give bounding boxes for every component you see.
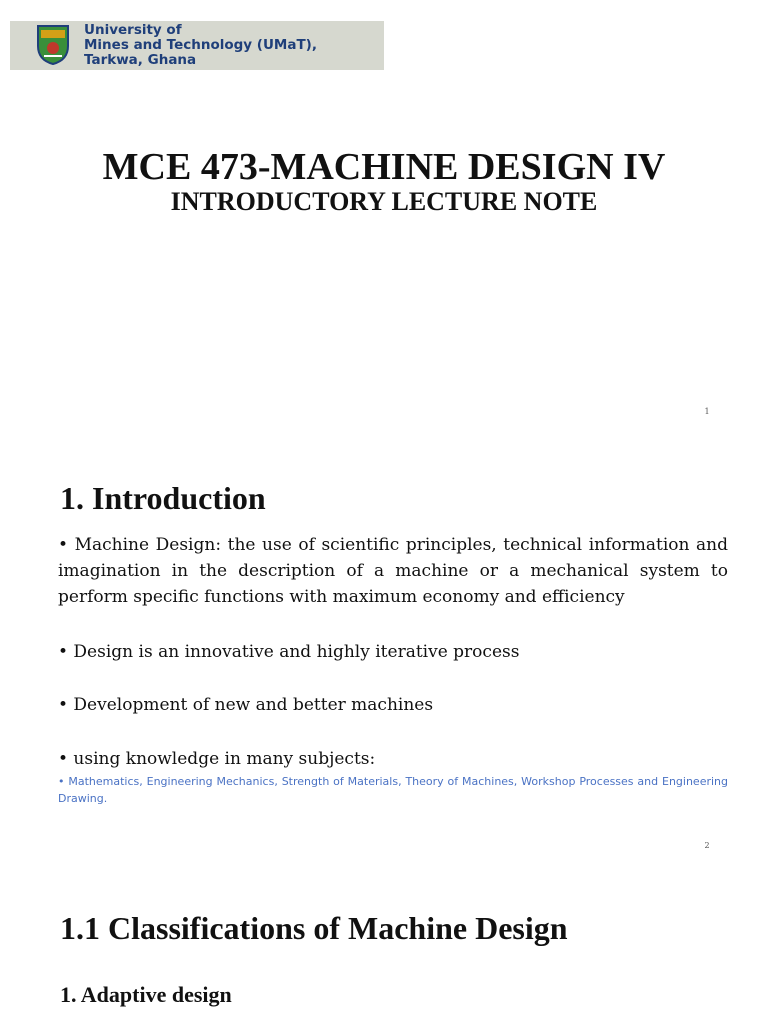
section-heading: 1. Introduction xyxy=(60,480,266,516)
bullet-item: • Development of new and better machines xyxy=(58,695,434,715)
university-logo-banner xyxy=(10,21,384,70)
section-heading: 1.1 Classifications of Machine Design xyxy=(60,910,568,946)
slide-3 xyxy=(0,864,768,1024)
slide-1 xyxy=(0,0,768,432)
slide-2 xyxy=(0,432,768,864)
course-subtitle: INTRODUCTORY LECTURE NOTE xyxy=(170,187,598,216)
bullet-item: • Machine Design: the use of scientific principles, technical information and imagination in the description of a machine or a mechanical system to perform specific functions with maximum economy and efficiency xyxy=(58,535,728,607)
subsection-heading: 1. Adaptive design xyxy=(60,982,232,1007)
university-name: University of Mines and Technology (UMaT), Tarkwa, Ghana xyxy=(84,22,317,68)
page-number: 2 xyxy=(704,841,710,850)
bullet-item: • Design is an innovative and highly iterative process xyxy=(58,642,520,662)
page-number: 1 xyxy=(704,407,710,416)
course-title: MCE 473-MACHINE DESIGN IV xyxy=(102,146,666,188)
sub-bullet-item: • Mathematics, Engineering Mechanics, Strength of Materials, Theory of Machines, Workshop Processes and Engineering Drawing. xyxy=(58,775,728,805)
bullet-item: • using knowledge in many subjects: xyxy=(58,749,376,769)
university-crest-icon xyxy=(36,24,70,66)
